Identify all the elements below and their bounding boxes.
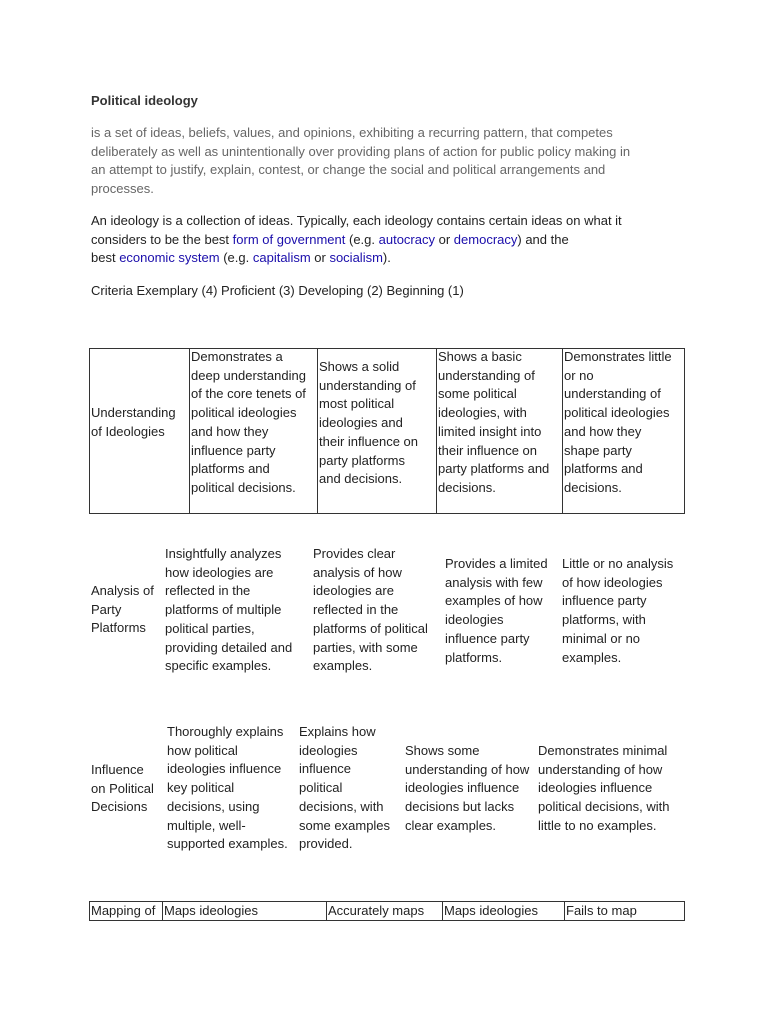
cell-line: limited insight into [438,423,542,439]
cell-line: their influence on [319,433,419,449]
cell-line: decisions. [564,479,622,495]
cell-line: examples of how [445,593,543,609]
cell-line: of Ideologies [91,423,165,439]
cell-line: Provides a limited [445,556,548,571]
cell-line: Thoroughly explains [167,724,284,739]
cell-line: ideologies [445,612,504,628]
cell-line: reflected in the [313,602,399,618]
cell-line: supported examples. [167,836,288,852]
cell-line: platforms and [564,461,643,477]
link-democracy[interactable]: democracy [453,231,518,247]
cell-line: platforms of political [313,620,428,636]
cell-line: understanding of [564,386,661,402]
row4-developing: Maps ideologies [444,903,538,918]
cell-line: how ideologies are [165,564,274,580]
row1-criterion [91,404,176,441]
definition-line: is a set of ideas, beliefs, values, and opinions, exhibiting a recurring pattern, that competes [91,125,613,140]
ideology-line [91,249,691,268]
cell-line: on Political [91,780,154,796]
cell-divider [189,348,190,514]
ideology-line: An ideology is a collection of ideas. Typically, each ideology contains certain ideas on what it [91,213,622,228]
cell-line: shape party [564,442,632,458]
cell-line: key political [167,780,235,796]
cell-line: Platforms [91,620,146,636]
cell-line: of the core tenets of [191,386,306,402]
row3-proficient [299,723,390,854]
cell-line: Decisions [91,799,148,815]
cell-line: or no [564,367,594,383]
cell-line: political decisions, with [538,799,670,815]
cell-line: minimal or no [562,630,641,646]
criteria-scale: Criteria Exemplary (4) Proficient (3) Developing (2) Beginning (1) [91,283,464,298]
row3-developing [405,742,529,836]
cell-line: influence party [562,593,647,609]
text-run: (e.g. [345,231,379,247]
cell-line: political [299,780,343,796]
cell-line: decisions. [438,479,496,495]
cell-line: ideologies and [319,415,403,431]
link-socialism[interactable]: socialism [329,250,383,266]
text-run: or [310,250,330,266]
cell-divider [564,901,565,921]
cell-line: Demonstrates little [564,349,672,364]
cell-line: multiple, well- [167,817,246,833]
cell-line: of how ideologies [562,574,663,590]
cell-line: political ideologies [564,405,670,421]
cell-divider [436,348,437,514]
cell-line: and decisions. [319,471,403,487]
text-run: considers to be the best [91,231,233,247]
text-run: ) and the [517,231,569,247]
cell-line: party platforms [319,452,405,468]
cell-line: platforms and [191,461,270,477]
text-run: best [91,250,120,266]
cell-line: Demonstrates minimal [538,743,668,758]
cell-divider [162,901,163,921]
cell-line: Shows a basic [438,349,522,364]
cell-line: analysis of how [313,564,402,580]
cell-line: political parties, [165,620,255,636]
row2-exemplary [165,545,292,676]
cell-line: decisions but lacks [405,799,515,815]
definition-line: an attempt to justify, explain, contest, or change the social and political arrangements and [91,162,606,178]
cell-line: ideologies influence [167,761,282,777]
row3-exemplary [167,723,288,854]
cell-line: Little or no analysis [562,556,674,571]
cell-line: Understanding [91,405,176,420]
text-run: ). [382,250,391,266]
cell-line: some examples [299,817,391,833]
cell-line: ideologies are [313,583,394,599]
ideology-paragraph [91,212,691,268]
cell-line: ideologies influence [405,780,520,796]
cell-line: Party [91,601,122,617]
row2-beginning [562,555,673,667]
cell-line: ideologies [299,742,358,758]
row4-exemplary: Maps ideologies [164,903,258,918]
ideology-line [91,231,691,250]
row1-beginning [564,348,672,498]
cell-line: understanding of how [538,761,663,777]
cell-divider [562,348,563,514]
row3-criterion [91,761,154,817]
page-title: Political ideology [91,93,198,108]
row3-beginning [538,742,670,836]
cell-line: how political [167,742,238,758]
cell-line: and how they [191,423,269,439]
cell-line: platforms, with [562,612,646,628]
cell-line: Explains how [299,724,376,739]
cell-line: Insightfully analyzes [165,546,282,561]
cell-line: Analysis of [91,583,154,598]
row1-developing [438,348,549,498]
cell-line: understanding of [438,367,535,383]
cell-line: influence [299,761,352,777]
cell-line: platforms. [445,649,503,665]
cell-line: parties, with some [313,639,418,655]
cell-line: reflected in the [165,583,251,599]
cell-line: understanding of how [405,761,530,777]
link-autocracy[interactable]: autocracy [378,231,435,247]
definition-line: processes. [91,181,154,197]
cell-line: decisions, using [167,798,260,814]
cell-line: influence party [191,442,276,458]
row2-criterion [91,582,154,638]
cell-line: Influence [91,762,144,777]
cell-line: most political [319,396,395,412]
cell-line: examples. [562,649,622,665]
cell-divider [442,901,443,921]
cell-line: platforms of multiple [165,602,282,618]
text-run: or [435,231,454,247]
cell-line: their influence on [438,442,538,458]
cell-line: deep understanding [191,367,306,383]
row4-beginning: Fails to map [566,903,637,918]
cell-line: ideologies influence [538,780,653,796]
cell-line: little to no examples. [538,817,657,833]
cell-line: Shows some [405,743,480,758]
cell-divider [317,348,318,514]
definition-line: deliberately as well as unintentionally over providing plans of action for public policy making in [91,143,631,159]
cell-line: examples. [313,658,373,674]
definition-paragraph [91,124,691,199]
row4-proficient: Accurately maps [328,903,425,918]
row1-exemplary [191,348,306,498]
row2-proficient [313,545,428,676]
cell-line: influence party [445,630,530,646]
cell-line: understanding of [319,377,416,393]
cell-line: decisions, with [299,798,384,814]
cell-line: analysis with few [445,574,543,590]
text-run: (e.g. [219,250,253,266]
link-form-of-government[interactable]: form of government [232,231,346,247]
link-capitalism[interactable]: capitalism [252,250,311,266]
cell-line: some political [438,386,517,402]
cell-line: political decisions. [191,479,296,495]
cell-line: ideologies, with [438,405,527,421]
cell-divider [326,901,327,921]
cell-line: providing detailed and [165,639,293,655]
cell-line: Provides clear [313,546,396,561]
row1-proficient [319,358,418,489]
row2-developing [445,555,548,667]
row4-criterion: Mapping of [91,903,156,918]
cell-line: clear examples. [405,817,497,833]
cell-line: and how they [564,423,642,439]
cell-line: political ideologies [191,405,297,421]
cell-line: provided. [299,836,353,852]
cell-line: Demonstrates a [191,349,283,364]
cell-line: specific examples. [165,658,272,674]
cell-line: party platforms and [438,461,550,477]
cell-line: Shows a solid [319,359,400,374]
link-economic-system[interactable]: economic system [119,250,220,266]
